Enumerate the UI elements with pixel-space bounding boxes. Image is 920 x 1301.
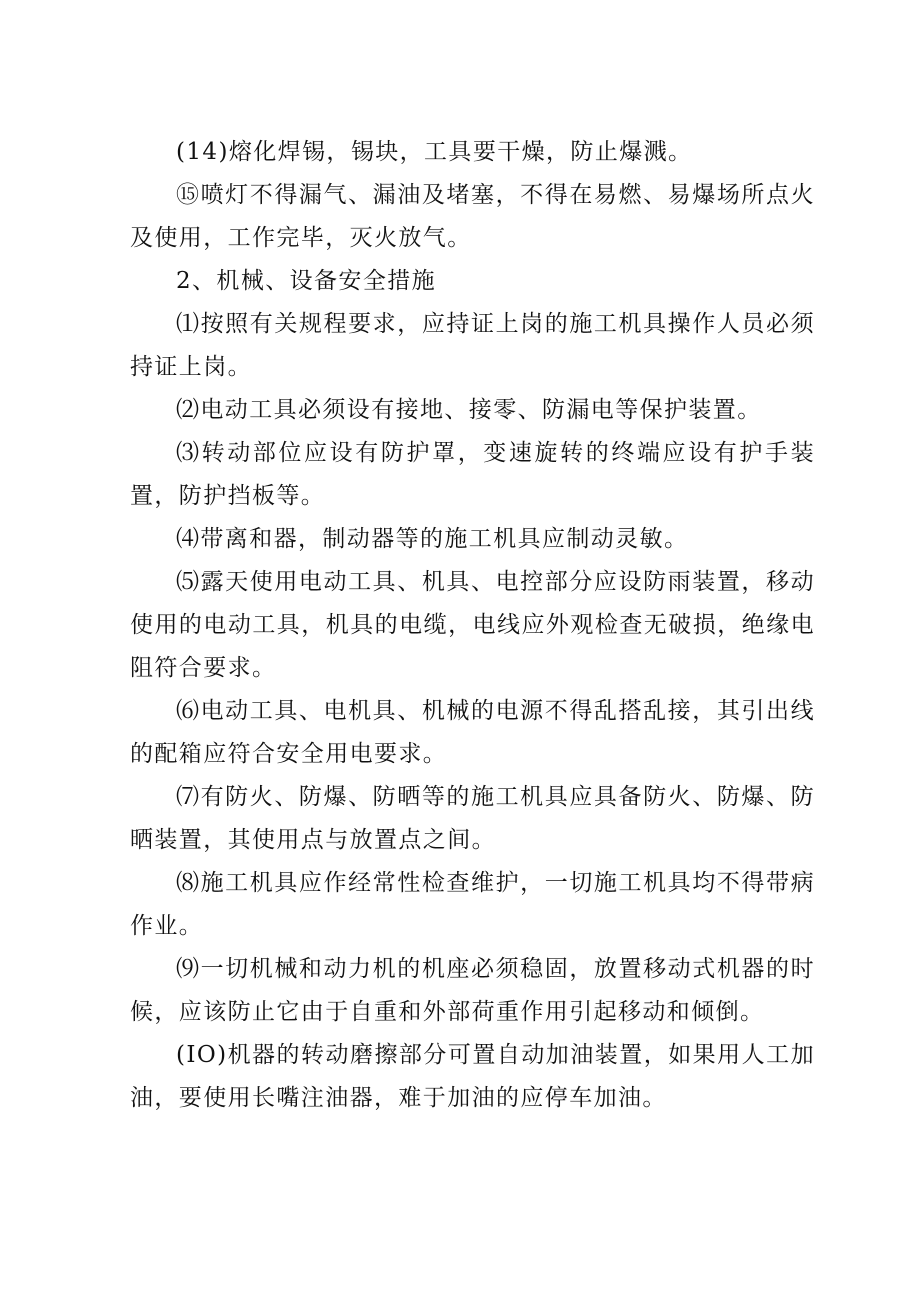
paragraph-14: (14)熔化焊锡，锡块，工具要干燥，防止爆溅。 xyxy=(176,139,693,165)
paragraph-9: ⑼一切机械和动力机的机座必须稳固，放置移动式机器的时候，应该防止它由于自重和外部荷重作用引起移动和倾倒。 xyxy=(130,956,815,1025)
paragraph-15: ⑮喷灯不得漏气、漏油及堵塞，不得在易燃、易爆场所点火及使用，工作完毕，灭火放气。 xyxy=(130,182,815,251)
section-heading-2: 2、机械、设备安全措施 xyxy=(176,268,437,294)
paragraph-3: ⑶转动部位应设有防护罩，变速旋转的终端应设有护手装置，防护挡板等。 xyxy=(130,440,815,509)
paragraph-4: ⑷带离和器，制动器等的施工机具应制动灵敏。 xyxy=(176,526,689,552)
paragraph-7: ⑺有防火、防爆、防晒等的施工机具应具备防火、防爆、防晒装置，其使用点与放置点之间。 xyxy=(130,784,815,853)
paragraph-10: (IO)机器的转动磨擦部分可置自动加油装置，如果用人工加油，要使用长嘴注油器，难于加油的应停车加油。 xyxy=(130,1042,815,1111)
paragraph-8: ⑻施工机具应作经常性检查维护，一切施工机具均不得带病作业。 xyxy=(130,870,815,939)
paragraph-1: ⑴按照有关规程要求，应持证上岗的施工机具操作人员必须持证上岗。 xyxy=(130,311,815,380)
paragraph-2: ⑵电动工具必须设有接地、接零、防漏电等保护装置。 xyxy=(176,397,762,423)
document-body xyxy=(130,131,815,1120)
paragraph-6: ⑹电动工具、电机具、机械的电源不得乱搭乱接，其引出线的配箱应符合安全用电要求。 xyxy=(130,698,815,767)
paragraph-5: ⑸露天使用电动工具、机具、电控部分应设防雨装置，移动使用的电动工具，机具的电缆，电线应外观检查无破损，绝缘电阻符合要求。 xyxy=(130,569,815,681)
